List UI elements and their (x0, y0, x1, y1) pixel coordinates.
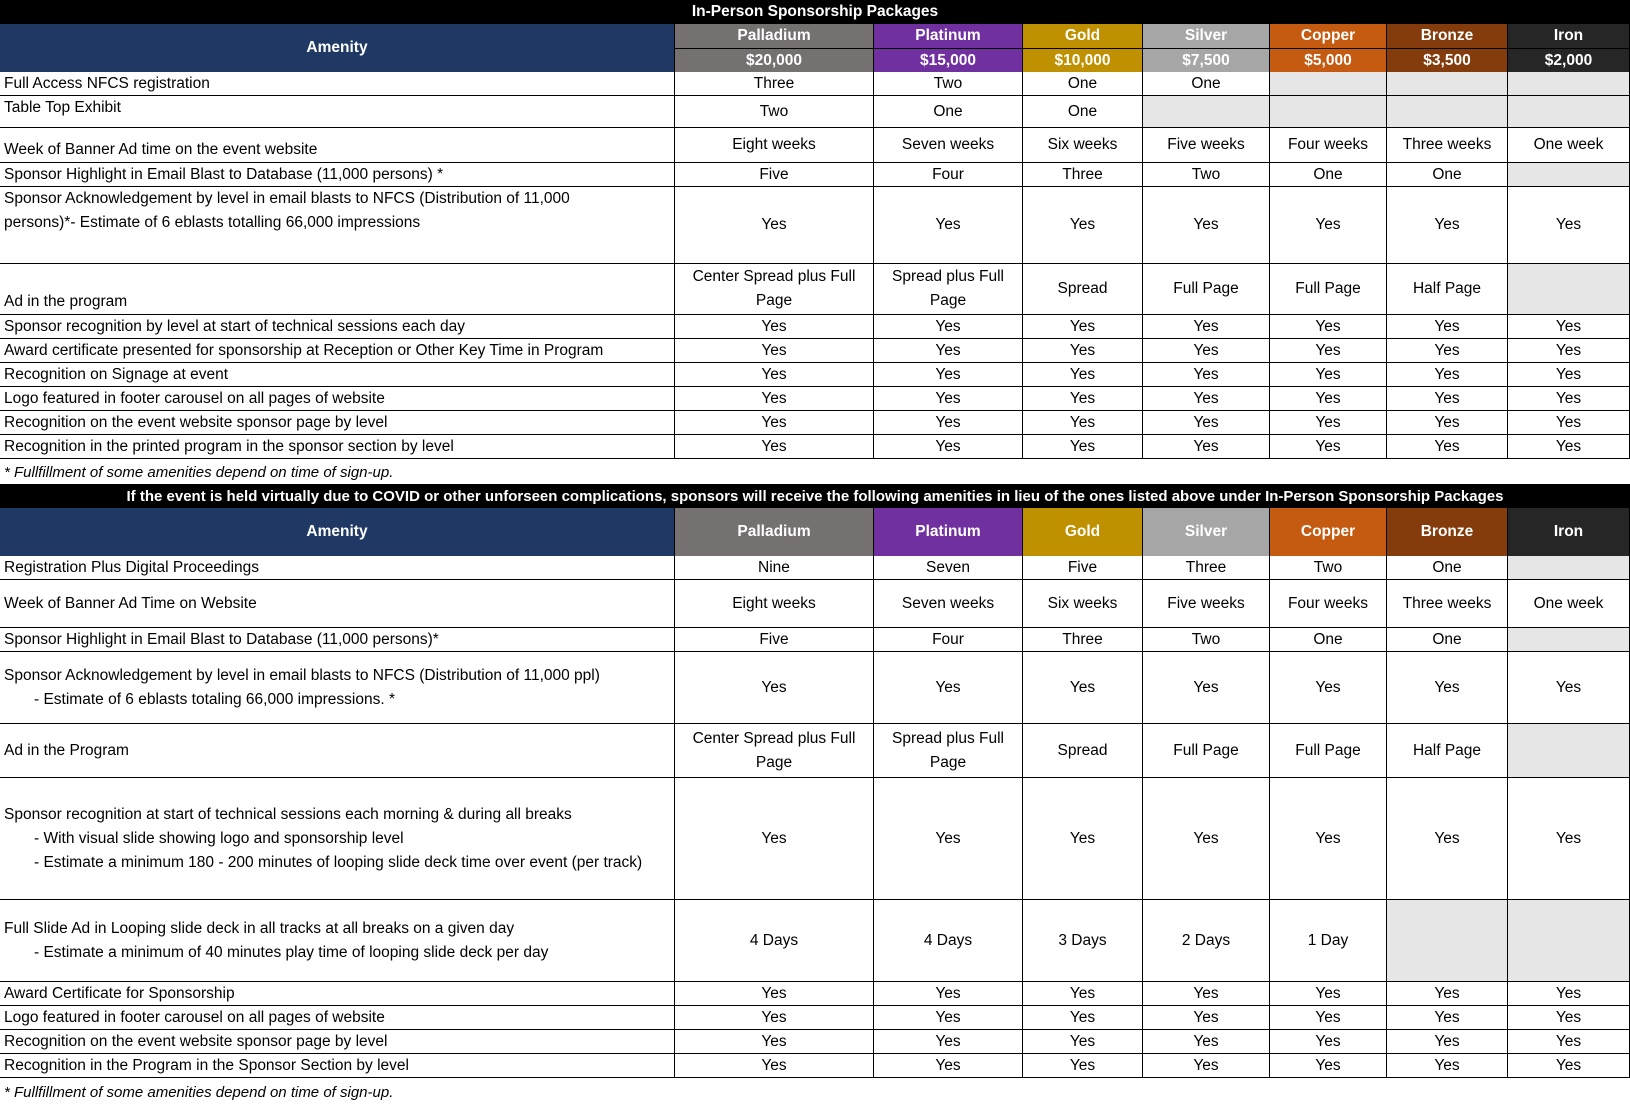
tier-header-bronze[interactable] (1387, 508, 1508, 556)
amenity-cell[interactable] (0, 435, 675, 458)
value-cell-iron[interactable]: Yes (1508, 982, 1630, 1005)
value-cell-copper[interactable]: Yes (1270, 387, 1387, 410)
tier-price: $15,000 (874, 48, 1022, 72)
amenity-text: Sponsor Acknowledgement by level in email blasts to NFCS (Distribution of 11,000 ppl) (4, 666, 600, 684)
value-cell-silver[interactable]: 2 Days (1143, 900, 1270, 981)
value-cell-gold[interactable]: Yes (1023, 315, 1143, 338)
table-row (0, 435, 1630, 459)
value-cell-palladium[interactable]: Two (675, 96, 874, 127)
value-cell-iron[interactable] (1508, 900, 1630, 981)
amenity-text: - With visual slide showing logo and sponsorship level (34, 829, 404, 847)
table-row (0, 363, 1630, 387)
amenity-text: Sponsor recognition at start of technical sessions each morning & during all breaks (4, 805, 572, 823)
value-cell-platinum[interactable]: Yes (874, 435, 1023, 458)
value-cell-palladium[interactable]: Yes (675, 1030, 874, 1053)
amenity-text: Logo featured in footer carousel on all pages of website (4, 389, 385, 407)
value-cell-copper[interactable]: Yes (1270, 435, 1387, 458)
value-cell-silver[interactable]: Two (1143, 163, 1270, 186)
in-person-title[interactable]: In-Person Sponsorship Packages (0, 0, 1630, 24)
value-cell-gold[interactable]: Spread (1023, 264, 1143, 314)
amenity-cell[interactable] (0, 580, 675, 627)
value-cell-iron[interactable] (1508, 556, 1630, 579)
table-row (0, 187, 1630, 264)
amenity-text: Week of Banner Ad time on the event website (4, 141, 318, 158)
amenity-cell[interactable] (0, 411, 675, 434)
value-cell-silver[interactable]: Yes (1143, 652, 1270, 723)
value-cell-silver[interactable]: Yes (1143, 982, 1270, 1005)
value-cell-platinum[interactable]: Yes (874, 315, 1023, 338)
virtual-header-row (0, 508, 1630, 556)
in-person-footnote[interactable]: * Fullfillment of some amenities depend on time of sign-up. (4, 463, 394, 481)
value-cell-platinum[interactable]: Four (874, 628, 1023, 651)
value-cell-bronze[interactable]: Yes (1387, 339, 1508, 362)
value-cell-palladium[interactable]: Yes (675, 315, 874, 338)
table-row (0, 264, 1630, 315)
value-cell-copper[interactable]: Yes (1270, 652, 1387, 723)
tier-name: Iron (1553, 523, 1584, 540)
amenity-text: Sponsor recognition by level at start of technical sessions each day (4, 317, 465, 335)
value-cell-silver[interactable]: Yes (1143, 339, 1270, 362)
value-cell-platinum[interactable]: Yes (874, 187, 1023, 263)
value-cell-gold[interactable]: Yes (1023, 387, 1143, 410)
amenity-cell[interactable] (0, 363, 675, 386)
tier-price: $3,500 (1387, 48, 1507, 72)
value-cell-bronze[interactable]: Yes (1387, 315, 1508, 338)
tier-name: Gold (1064, 27, 1101, 44)
value-cell-iron[interactable]: Yes (1508, 363, 1630, 386)
value-cell-palladium[interactable]: Yes (675, 187, 874, 263)
value-cell-palladium[interactable]: Eight weeks (675, 128, 874, 162)
tier-name: Copper (1300, 27, 1356, 44)
value-cell-palladium[interactable]: Center Spread plus Full Page (675, 724, 874, 777)
value-cell-platinum[interactable]: Seven weeks (874, 128, 1023, 162)
virtual-amenity-header[interactable]: Amenity (0, 508, 675, 556)
value-cell-copper[interactable]: 1 Day (1270, 900, 1387, 981)
tier-name: Silver (1184, 27, 1228, 44)
value-cell-bronze[interactable]: One (1387, 556, 1508, 579)
amenity-text: Recognition on the event website sponsor page by level (4, 413, 388, 431)
tier-name: Copper (1300, 523, 1356, 540)
value-cell-silver[interactable]: Yes (1143, 387, 1270, 410)
tier-header-platinum[interactable] (874, 508, 1023, 556)
value-cell-iron[interactable]: Yes (1508, 435, 1630, 458)
value-cell-bronze[interactable]: Yes (1387, 1054, 1508, 1077)
value-cell-silver[interactable] (1143, 96, 1270, 127)
amenity-text: Recognition in the printed program in the sponsor section by level (4, 437, 454, 455)
value-cell-palladium[interactable]: Five (675, 163, 874, 186)
amenity-cell[interactable] (0, 724, 675, 777)
value-cell-copper[interactable]: Yes (1270, 778, 1387, 899)
amenity-cell[interactable] (0, 96, 675, 127)
value-cell-palladium[interactable]: Yes (675, 435, 874, 458)
value-cell-iron[interactable] (1508, 72, 1630, 95)
amenity-text: Ad in the program (4, 293, 128, 310)
table-row (0, 339, 1630, 363)
value-cell-iron[interactable]: Yes (1508, 1030, 1630, 1053)
value-cell-iron[interactable] (1508, 96, 1630, 127)
value-cell-copper[interactable]: One (1270, 628, 1387, 651)
value-cell-copper[interactable]: Yes (1270, 982, 1387, 1005)
value-cell-gold[interactable]: Three (1023, 628, 1143, 651)
value-cell-copper[interactable]: Yes (1270, 339, 1387, 362)
value-cell-platinum[interactable]: Yes (874, 387, 1023, 410)
value-cell-gold[interactable]: One (1023, 72, 1143, 95)
value-cell-copper[interactable]: Four weeks (1270, 128, 1387, 162)
value-cell-silver[interactable]: Yes (1143, 187, 1270, 263)
value-cell-palladium[interactable]: Yes (675, 339, 874, 362)
value-cell-bronze[interactable]: Three weeks (1387, 128, 1508, 162)
value-cell-silver[interactable]: Five weeks (1143, 580, 1270, 627)
in-person-header-row (0, 24, 1630, 72)
table-row (0, 900, 1630, 982)
value-cell-palladium[interactable]: Yes (675, 1006, 874, 1029)
value-cell-platinum[interactable]: Yes (874, 778, 1023, 899)
value-cell-bronze[interactable] (1387, 96, 1508, 127)
table-row (0, 315, 1630, 339)
value-cell-bronze[interactable]: Yes (1387, 187, 1508, 263)
value-cell-bronze[interactable]: Yes (1387, 778, 1508, 899)
value-cell-iron[interactable] (1508, 724, 1630, 777)
value-cell-bronze[interactable] (1387, 72, 1508, 95)
tier-header-silver[interactable] (1143, 24, 1270, 72)
value-cell-copper[interactable] (1270, 96, 1387, 127)
value-cell-platinum[interactable]: Spread plus Full Page (874, 724, 1023, 777)
value-cell-silver[interactable]: Yes (1143, 411, 1270, 434)
value-cell-iron[interactable]: One week (1508, 580, 1630, 627)
amenity-text: Award Certificate for Sponsorship (4, 984, 235, 1002)
value-cell-platinum[interactable]: 4 Days (874, 900, 1023, 981)
value-cell-platinum[interactable]: Yes (874, 363, 1023, 386)
amenity-text: Full Slide Ad in Looping slide deck in all tracks at all breaks on a given day (4, 919, 515, 937)
table-row (0, 1054, 1630, 1078)
value-cell-palladium[interactable]: Yes (675, 387, 874, 410)
value-cell-bronze[interactable]: Yes (1387, 387, 1508, 410)
value-cell-iron[interactable]: Yes (1508, 339, 1630, 362)
table-row (0, 1006, 1630, 1030)
amenity-cell[interactable] (0, 1006, 675, 1029)
value-cell-platinum[interactable]: Yes (874, 1006, 1023, 1029)
value-cell-copper[interactable]: Yes (1270, 411, 1387, 434)
value-cell-iron[interactable]: Yes (1508, 387, 1630, 410)
amenity-cell[interactable] (0, 264, 675, 314)
value-cell-platinum[interactable]: Yes (874, 982, 1023, 1005)
tier-name: Palladium (737, 523, 811, 540)
table-row (0, 1030, 1630, 1054)
amenity-cell[interactable] (0, 982, 675, 1005)
amenity-text: Table Top Exhibit (4, 99, 121, 116)
value-cell-platinum[interactable]: Two (874, 72, 1023, 95)
tier-header-platinum[interactable] (874, 24, 1023, 72)
value-cell-iron[interactable] (1508, 264, 1630, 314)
table-row (0, 411, 1630, 435)
value-cell-palladium[interactable]: Yes (675, 778, 874, 899)
value-cell-iron[interactable]: Yes (1508, 1054, 1630, 1077)
value-cell-palladium[interactable]: Yes (675, 982, 874, 1005)
tier-header-gold[interactable] (1023, 508, 1143, 556)
tier-name: Platinum (915, 27, 981, 44)
tier-price: $5,000 (1270, 48, 1386, 72)
amenity-text: Recognition in the Program in the Sponsor Section by level (4, 1056, 409, 1074)
tier-header-palladium[interactable] (675, 24, 874, 72)
value-cell-iron[interactable]: Yes (1508, 652, 1630, 723)
tier-name: Silver (1184, 523, 1228, 540)
value-cell-iron[interactable] (1508, 628, 1630, 651)
tier-header-iron[interactable] (1508, 508, 1630, 556)
value-cell-copper[interactable]: Full Page (1270, 724, 1387, 777)
table-row (0, 652, 1630, 724)
tier-header-palladium[interactable] (675, 508, 874, 556)
tier-price: $20,000 (675, 48, 873, 72)
value-cell-silver[interactable]: Full Page (1143, 264, 1270, 314)
amenity-cell[interactable] (0, 72, 675, 95)
tier-name: Iron (1553, 27, 1584, 44)
value-cell-platinum[interactable]: Yes (874, 652, 1023, 723)
value-cell-silver[interactable]: Full Page (1143, 724, 1270, 777)
value-cell-gold[interactable]: Yes (1023, 652, 1143, 723)
value-cell-platinum[interactable]: Yes (874, 339, 1023, 362)
value-cell-platinum[interactable]: One (874, 96, 1023, 127)
tier-price: $2,000 (1508, 48, 1629, 72)
amenity-text: Sponsor Highlight in Email Blast to Database (11,000 persons) * (4, 165, 444, 183)
value-cell-gold[interactable]: Five (1023, 556, 1143, 579)
virtual-title[interactable]: If the event is held virtually due to COVID or other unforseen complications, sponsors will receive the following amenities in lieu of the ones listed above under In-Person Sponsorship Packages (0, 484, 1630, 508)
value-cell-silver[interactable]: Yes (1143, 1006, 1270, 1029)
value-cell-copper[interactable]: Four weeks (1270, 580, 1387, 627)
value-cell-platinum[interactable]: Yes (874, 1054, 1023, 1077)
table-row (0, 778, 1630, 900)
value-cell-platinum[interactable]: Seven weeks (874, 580, 1023, 627)
tier-name: Palladium (737, 27, 811, 44)
amenity-text: Week of Banner Ad Time on Website (4, 594, 257, 612)
value-cell-gold[interactable]: Yes (1023, 1030, 1143, 1053)
amenity-cell[interactable] (0, 556, 675, 579)
tier-price: $10,000 (1023, 48, 1142, 72)
tier-price: $7,500 (1143, 48, 1269, 72)
amenity-text: Full Access NFCS registration (4, 75, 210, 92)
value-cell-silver[interactable]: One (1143, 72, 1270, 95)
amenity-cell[interactable] (0, 315, 675, 338)
table-row (0, 387, 1630, 411)
tier-header-iron[interactable] (1508, 24, 1630, 72)
value-cell-iron[interactable]: Yes (1508, 778, 1630, 899)
amenity-cell[interactable] (0, 1030, 675, 1053)
value-cell-palladium[interactable]: Yes (675, 652, 874, 723)
table-row (0, 72, 1630, 96)
amenity-cell[interactable] (0, 900, 675, 981)
value-cell-bronze[interactable] (1387, 900, 1508, 981)
value-cell-copper[interactable]: Yes (1270, 1006, 1387, 1029)
value-cell-gold[interactable]: Yes (1023, 339, 1143, 362)
value-cell-gold[interactable]: Six weeks (1023, 128, 1143, 162)
value-cell-platinum[interactable]: Yes (874, 1030, 1023, 1053)
amenity-text: - Estimate a minimum 180 - 200 minutes of looping slide deck time over event (per track) (34, 853, 643, 871)
value-cell-gold[interactable]: Spread (1023, 724, 1143, 777)
amenity-cell[interactable] (0, 778, 675, 899)
value-cell-silver[interactable]: Yes (1143, 1054, 1270, 1077)
value-cell-iron[interactable] (1508, 163, 1630, 186)
value-cell-copper[interactable]: One (1270, 163, 1387, 186)
table-row (0, 580, 1630, 628)
value-cell-copper[interactable]: Yes (1270, 1030, 1387, 1053)
value-cell-bronze[interactable]: Yes (1387, 652, 1508, 723)
amenity-cell[interactable] (0, 163, 675, 186)
value-cell-bronze[interactable]: Yes (1387, 411, 1508, 434)
value-cell-copper[interactable]: Full Page (1270, 264, 1387, 314)
amenity-text: Logo featured in footer carousel on all pages of website (4, 1008, 385, 1026)
tier-header-silver[interactable] (1143, 508, 1270, 556)
value-cell-copper[interactable]: Yes (1270, 1054, 1387, 1077)
tier-header-copper[interactable] (1270, 508, 1387, 556)
value-cell-bronze[interactable]: Yes (1387, 1030, 1508, 1053)
amenity-cell[interactable] (0, 387, 675, 410)
amenity-text: Sponsor Acknowledgement by level in email blasts to NFCS (Distribution of 11,000 (4, 190, 570, 207)
value-cell-gold[interactable]: Six weeks (1023, 580, 1143, 627)
value-cell-gold[interactable]: Yes (1023, 435, 1143, 458)
amenity-text: Award certificate presented for sponsorship at Reception or Other Key Time in Program (4, 341, 604, 359)
value-cell-bronze[interactable]: Yes (1387, 1006, 1508, 1029)
value-cell-gold[interactable]: Yes (1023, 363, 1143, 386)
value-cell-palladium[interactable]: Five (675, 628, 874, 651)
value-cell-bronze[interactable]: Half Page (1387, 264, 1508, 314)
amenity-header[interactable]: Amenity (0, 24, 675, 72)
tier-header-bronze[interactable] (1387, 24, 1508, 72)
amenity-text: - Estimate a minimum of 40 minutes play time of looping slide deck per day (34, 943, 549, 961)
value-cell-iron[interactable]: Yes (1508, 1006, 1630, 1029)
value-cell-copper[interactable]: Yes (1270, 363, 1387, 386)
value-cell-bronze[interactable]: Half Page (1387, 724, 1508, 777)
value-cell-palladium[interactable]: 4 Days (675, 900, 874, 981)
tier-name: Bronze (1420, 27, 1474, 44)
table-row (0, 724, 1630, 778)
amenity-text: Recognition on Signage at event (4, 365, 229, 383)
amenity-text: - Estimate of 6 eblasts totaling 66,000 impressions. * (34, 690, 395, 708)
value-cell-silver[interactable]: Yes (1143, 435, 1270, 458)
value-cell-platinum[interactable]: Four (874, 163, 1023, 186)
value-cell-iron[interactable]: Yes (1508, 187, 1630, 263)
value-cell-bronze[interactable]: One (1387, 628, 1508, 651)
value-cell-gold[interactable]: One (1023, 96, 1143, 127)
amenity-cell[interactable] (0, 628, 675, 651)
value-cell-gold[interactable]: Yes (1023, 982, 1143, 1005)
table-row (0, 96, 1630, 128)
value-cell-silver[interactable]: Yes (1143, 1030, 1270, 1053)
value-cell-silver[interactable]: Yes (1143, 778, 1270, 899)
tier-header-gold[interactable] (1023, 24, 1143, 72)
value-cell-gold[interactable]: Yes (1023, 778, 1143, 899)
amenity-cell[interactable] (0, 339, 675, 362)
table-row (0, 982, 1630, 1006)
table-row (0, 128, 1630, 163)
tier-name: Gold (1064, 523, 1101, 540)
amenity-cell[interactable] (0, 187, 675, 263)
value-cell-silver[interactable]: Five weeks (1143, 128, 1270, 162)
amenity-cell[interactable] (0, 652, 675, 723)
amenity-text: Sponsor Highlight in Email Blast to Database (11,000 persons)* (4, 630, 439, 648)
table-row (0, 628, 1630, 652)
value-cell-copper[interactable]: Yes (1270, 315, 1387, 338)
value-cell-iron[interactable]: One week (1508, 128, 1630, 162)
amenity-cell[interactable] (0, 1054, 675, 1077)
value-cell-iron[interactable]: Yes (1508, 411, 1630, 434)
value-cell-gold[interactable]: Yes (1023, 187, 1143, 263)
value-cell-gold[interactable]: Yes (1023, 1054, 1143, 1077)
value-cell-bronze[interactable]: Yes (1387, 435, 1508, 458)
value-cell-copper[interactable]: Yes (1270, 187, 1387, 263)
value-cell-gold[interactable]: Yes (1023, 1006, 1143, 1029)
value-cell-bronze[interactable]: Yes (1387, 982, 1508, 1005)
tier-header-copper[interactable] (1270, 24, 1387, 72)
value-cell-palladium[interactable]: Three (675, 72, 874, 95)
value-cell-platinum[interactable]: Spread plus Full Page (874, 264, 1023, 314)
value-cell-silver[interactable]: Yes (1143, 363, 1270, 386)
value-cell-silver[interactable]: Two (1143, 628, 1270, 651)
value-cell-gold[interactable]: Yes (1023, 411, 1143, 434)
value-cell-palladium[interactable]: Eight weeks (675, 580, 874, 627)
value-cell-copper[interactable] (1270, 72, 1387, 95)
value-cell-platinum[interactable]: Yes (874, 411, 1023, 434)
value-cell-palladium[interactable]: Nine (675, 556, 874, 579)
table-row (0, 556, 1630, 580)
amenity-text: Recognition on the event website sponsor page by level (4, 1032, 388, 1050)
value-cell-palladium[interactable]: Center Spread plus Full Page (675, 264, 874, 314)
value-cell-gold[interactable]: 3 Days (1023, 900, 1143, 981)
value-cell-palladium[interactable]: Yes (675, 363, 874, 386)
value-cell-palladium[interactable]: Yes (675, 411, 874, 434)
value-cell-silver[interactable]: Yes (1143, 315, 1270, 338)
tier-name: Bronze (1420, 523, 1474, 540)
value-cell-copper[interactable]: Two (1270, 556, 1387, 579)
tier-name: Platinum (915, 523, 981, 540)
amenity-text: Registration Plus Digital Proceedings (4, 558, 260, 576)
value-cell-iron[interactable]: Yes (1508, 315, 1630, 338)
table-row (0, 163, 1630, 187)
amenity-text: persons)*- Estimate of 6 eblasts totalling 66,000 impressions (4, 214, 421, 231)
value-cell-silver[interactable]: Three (1143, 556, 1270, 579)
value-cell-bronze[interactable]: Yes (1387, 363, 1508, 386)
amenity-cell[interactable] (0, 128, 675, 162)
value-cell-platinum[interactable]: Seven (874, 556, 1023, 579)
value-cell-gold[interactable]: Three (1023, 163, 1143, 186)
value-cell-bronze[interactable]: One (1387, 163, 1508, 186)
value-cell-palladium[interactable]: Yes (675, 1054, 874, 1077)
value-cell-bronze[interactable]: Three weeks (1387, 580, 1508, 627)
virtual-footnote[interactable]: * Fullfillment of some amenities depend on time of sign-up. (4, 1083, 394, 1101)
amenity-text: Ad in the Program (4, 741, 129, 759)
